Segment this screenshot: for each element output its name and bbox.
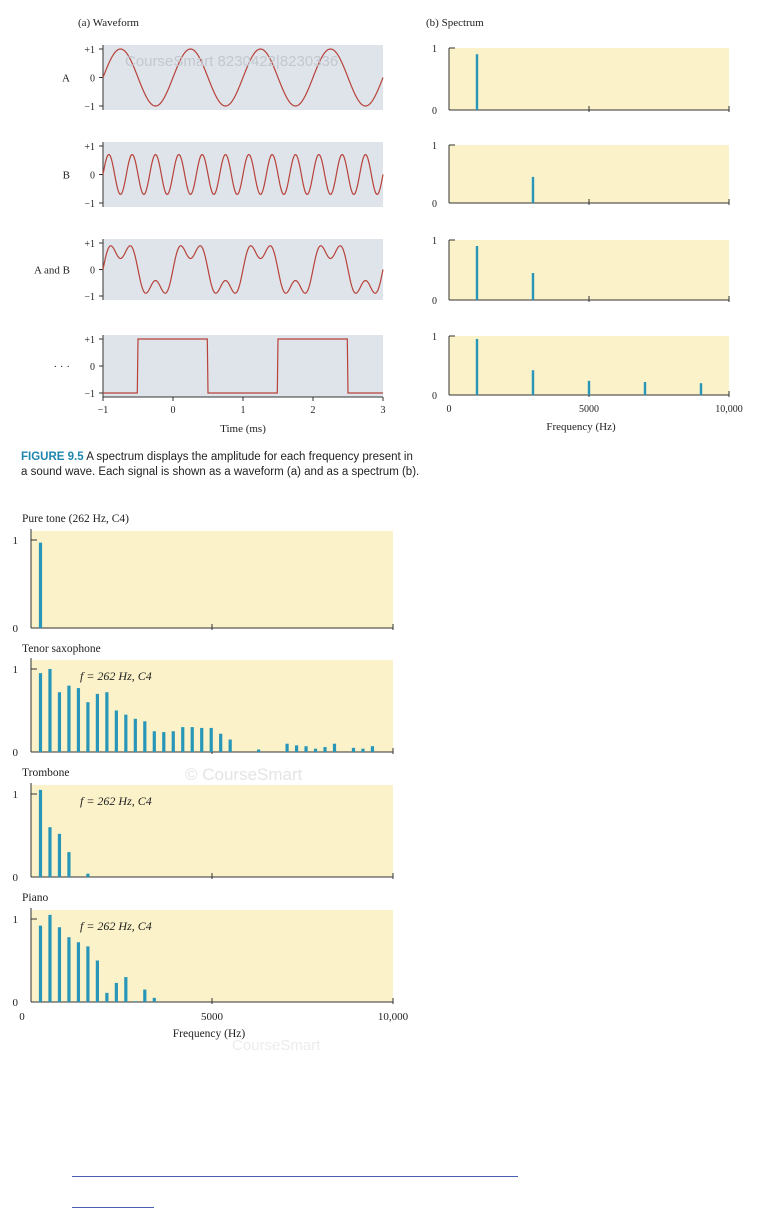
waveform-ytick-label: +1 <box>84 239 95 250</box>
waveform-ytick-label: +1 <box>84 45 95 56</box>
spectrum-xtick-label: 10,000 <box>715 404 743 415</box>
figure-caption-text: A spectrum displays the amplitude for each frequency present in a sound wave. Each signal is shown as a waveform (a) and as a spectrum (b). <box>21 451 420 478</box>
spectrum-ytick-label: 1 <box>432 141 437 152</box>
waveform-xtick-label: −1 <box>97 405 109 416</box>
waveform-row-label: B <box>62 169 70 182</box>
waveform-x-label: Time (ms) <box>220 423 266 435</box>
waveform-ytick-label: 0 <box>90 265 95 277</box>
waveform-xtick-label: 1 <box>240 405 246 416</box>
link-underline <box>72 1176 518 1177</box>
watermark-text: © CourseSmart <box>185 765 303 784</box>
instrument-annotation: f = 262 Hz, C4 <box>80 669 152 683</box>
instrument-annotation: f = 262 Hz, C4 <box>80 794 152 808</box>
waveform-ytick-label: −1 <box>84 199 95 210</box>
instrument-ytick-label: 0 <box>12 623 18 635</box>
spectrum-ytick-label: 1 <box>432 236 437 247</box>
waveform-panel-title: (a) Waveform <box>78 17 139 29</box>
instrument-title: Tenor saxophone <box>22 643 101 655</box>
waveform-ytick-label: −1 <box>84 389 95 400</box>
instrument-ytick-label: 1 <box>12 789 18 801</box>
instrument-ytick-label: 1 <box>12 664 18 676</box>
spectrum-x-label: Frequency (Hz) <box>546 421 616 433</box>
spectrum-ytick-label: 0 <box>432 199 437 210</box>
spectrum-ytick-label: 1 <box>432 44 437 55</box>
waveform-row-label: A <box>62 72 70 85</box>
spectrum-ytick-label: 0 <box>432 296 437 307</box>
waveform-row-label: A and B <box>33 264 70 277</box>
spectrum-xtick-label: 0 <box>446 404 452 415</box>
waveform-ytick-label: 0 <box>90 170 95 182</box>
instrument-title: Trombone <box>22 767 70 779</box>
watermark-text: CourseSmart 8230422|8230336 <box>125 53 339 70</box>
spectrum-bg-0 <box>449 48 729 110</box>
instrument-xtick-label: 10,000 <box>377 1011 409 1023</box>
figure-label: FIGURE 9.5 <box>21 451 84 463</box>
waveform-xtick-label: 0 <box>170 405 176 416</box>
waveform-ytick-label: +1 <box>84 142 95 153</box>
waveform-ytick-label: 0 <box>90 362 95 373</box>
instrument-annotation: f = 262 Hz, C4 <box>80 919 152 933</box>
waveform-xtick-label: 3 <box>380 405 386 416</box>
instrument-x-label: Frequency (Hz) <box>172 1028 246 1040</box>
waveform-ytick-label: 0 <box>90 73 95 85</box>
spectrum-xtick-label: 5000 <box>579 404 599 415</box>
instrument-ytick-label: 0 <box>12 872 18 884</box>
waveform-ytick-label: −1 <box>84 292 95 303</box>
waveform-ytick-label: −1 <box>84 102 95 113</box>
spectrum-panel-title: (b) Spectrum <box>426 17 484 29</box>
spectrum-ytick-label: 1 <box>432 332 437 343</box>
spectrum-bg-2 <box>449 240 729 300</box>
instrument-xtick-label: 5000 <box>201 1011 223 1023</box>
waveform-bg-3 <box>103 335 383 397</box>
spectrum-ytick-label: 0 <box>432 106 437 117</box>
watermark-text: CourseSmart <box>232 1037 321 1054</box>
instrument-bg-0 <box>31 531 393 628</box>
instrument-ytick-label: 0 <box>12 997 18 1009</box>
waveform-ytick-label: +1 <box>84 335 95 346</box>
figure-caption <box>21 450 421 480</box>
instrument-ytick-label: 1 <box>12 914 18 926</box>
spectrum-bg-1 <box>449 145 729 203</box>
instrument-xtick-label: 0 <box>19 1011 25 1023</box>
instrument-title: Piano <box>22 892 49 904</box>
instrument-ytick-label: 1 <box>12 535 18 547</box>
spectrum-ytick-label: 0 <box>432 391 437 402</box>
waveform-row-label: · · · <box>53 361 70 373</box>
waveform-xtick-label: 2 <box>310 405 316 416</box>
instrument-ytick-label: 0 <box>12 747 18 759</box>
instrument-title: Pure tone (262 Hz, C4) <box>22 513 129 525</box>
